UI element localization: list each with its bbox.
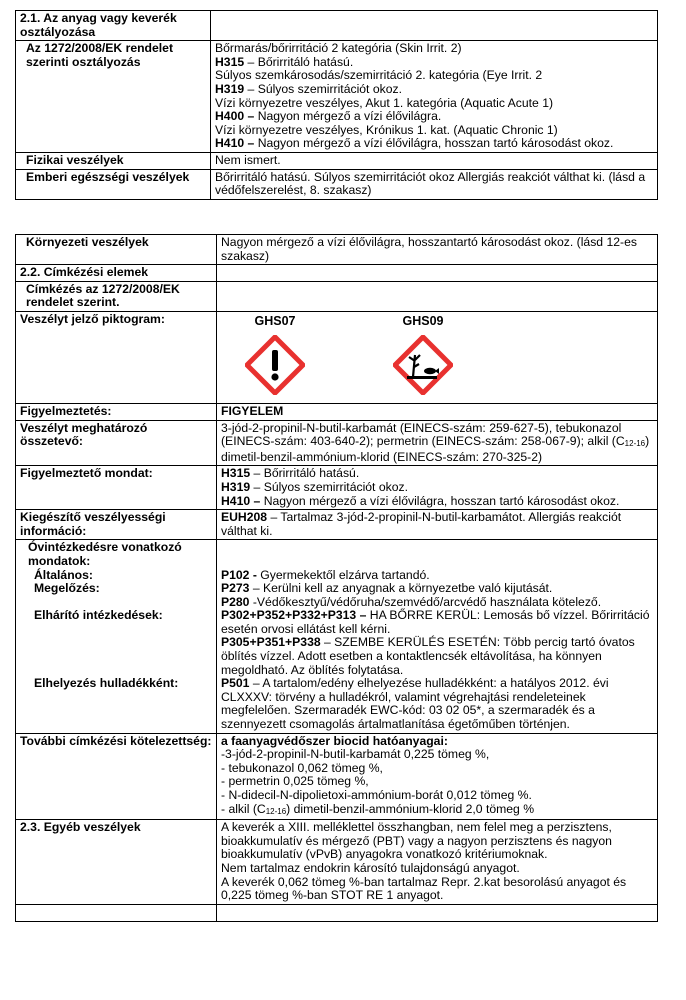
health-hazards-label: Emberi egészségi veszélyek (16, 169, 211, 199)
other-hazards-p1: A keverék a XIII. melléklettel összhangban, nem felel meg a perzisztens, bioakkumulatív és mérgező (PBT) vagy a nagyon perzisztens és nagyon bioakkumulatív (vPvB) anyagokra vonatkozó kritériumoknak. (221, 820, 612, 862)
classification-label: Az 1272/2008/EK rendelet szerinti osztályozás (16, 41, 211, 153)
table-row (16, 904, 658, 921)
precautionary-values (217, 540, 658, 733)
class-line: H319 – Súlyos szemirritációt okoz. (215, 81, 402, 96)
class-line: Vízi környezetre veszélyes, Krónikus 1. kat. (Aquatic Chronic 1) (215, 122, 558, 137)
table-row (16, 466, 658, 510)
biocide-line: - alkil (C12-16) dimetil-benzil-ammónium-klorid 2,0 tömeg % (221, 801, 535, 816)
precautionary-labels (16, 540, 217, 733)
signal-word-value: FIGYELEM (217, 403, 658, 420)
p501-line: P501 – A tartalom/edény elhelyezése hulladékként: a hatályos 2012. évi CLXXXV: törvény a hulladékról, valamint végrehajtási rendeleteinek megfelelően. Szermaradék EWC-kód: 03 02 05*, a szermaradék és a szennyezett csomagolás ártalmatlanítása égetőműben történjen. (221, 676, 609, 732)
health-hazards-value: Bőrirritáló hatású. Súlyos szemirritációt okoz Allergiás reakciót válthat ki. (lásd a védőfelszerelést, 8. szakasz) (211, 169, 658, 199)
hazard-line: H315 – Bőrirritáló hatású. (221, 466, 360, 481)
empty-cell (211, 11, 658, 41)
hazardous-ingredient-label: Veszélyt meghatározó összetevő: (16, 420, 217, 466)
pictogram-cell (217, 311, 658, 403)
table-row (16, 820, 658, 905)
classification-value (211, 41, 658, 153)
hazard-line: H410 – Nagyon mérgező a vízi élővilágra, hosszan tartó károsodást okoz. (221, 493, 620, 508)
exclamation-mark-icon (245, 335, 305, 395)
class-line: Súlyos szemkárosodás/szemirritáció 2. kategória (Eye Irrit. 2 (215, 68, 543, 83)
p305-line: P305+P351+P338 – SZEMBE KERÜLÉS ESETÉN: Több percig tartó óvatos öblítés vízzel. Adott esetben a kontaktlencsék eltávolítása, ha könnyen megoldható. Az öblítés folytatása. (221, 635, 635, 677)
table-row (16, 281, 658, 311)
table-row (16, 733, 658, 820)
environmental-hazards-value: Nagyon mérgező a vízi élővilágra, hosszantartó károsodást okoz. (lásd 12-es szakasz) (217, 235, 658, 265)
table-row (16, 169, 658, 199)
empty-cell (217, 281, 658, 311)
physical-hazards-value: Nem ismert. (211, 152, 658, 169)
hazard-statement-label: Figyelmeztető mondat: (16, 466, 217, 510)
environment-icon (393, 335, 453, 395)
other-hazards-label: 2.3. Egyéb veszélyek (16, 820, 217, 905)
precautionary-label: Óvintézkedésre vonatkozó mondatok: (28, 540, 182, 568)
class-line: H410 – Nagyon mérgező a vízi élővilágra, hosszan tartó károsodást okoz. (215, 136, 614, 151)
pictogram-label: Veszélyt jelző piktogram: (16, 311, 217, 403)
class-line: H400 – Nagyon mérgező a vízi élővilágra. (215, 109, 442, 124)
biocide-line: -3-jód-2-propinil-N-butil-karbamát 0,225 tömeg %, (221, 747, 490, 762)
biocide-line: - tebukonazol 0,062 tömeg %, (221, 760, 383, 775)
empty-cell (217, 265, 658, 282)
table-row (16, 235, 658, 265)
hazardous-ingredient-value: 3-jód-2-propinil-N-butil-karbamát (EINECS-szám: 259-627-5), tebukonazol (EINECS-szám: 403-640-2); permetrin (EINECS-szám: 258-067-9); alkil (C12-16) dimetil-benzil-ammónium-klorid (EINECS-szám: 270-325-2) (217, 420, 658, 466)
table-row (16, 311, 658, 403)
ghs07-code: GHS07 (254, 313, 296, 328)
p102-line: P102 - Gyermekektől elzárva tartandó. (221, 567, 430, 582)
table-row (16, 403, 658, 420)
table-row (16, 420, 658, 466)
table-row (16, 510, 658, 540)
other-hazards-p3: A keverék 0,062 tömeg %-ban tartalmaz Repr. 2.kat besorolású anyagot és 0,225 tömeg %-ban STOT RE 1 anyagot. (221, 874, 627, 903)
table-row (16, 11, 658, 41)
biocide-line: - permetrin 0,025 tömeg %, (221, 774, 369, 789)
prevention-label: Megelőzés: (34, 581, 100, 596)
other-hazards-value (217, 820, 658, 905)
empty-cell (16, 904, 217, 921)
p280-line: P280 -Védőkesztyű/védőruha/szemvédő/arcvédő használata kötelező. (221, 594, 602, 609)
other-hazards-p2: Nem tartalmaz endokrin károsító tulajdonságú anyagot. (221, 860, 520, 875)
class-line: Vízi környezetre veszélyes, Akut 1. kategória (Aquatic Acute 1) (215, 95, 554, 110)
ghs07-pictogram (239, 315, 311, 395)
table-section-2-1 (15, 10, 658, 200)
ghs09-pictogram (387, 315, 459, 395)
hazard-line: H319 – Súlyos szemirritációt okoz. (221, 479, 408, 494)
disposal-label: Elhelyezés hulladékként: (34, 676, 179, 691)
response-label: Elhárító intézkedések: (34, 608, 163, 623)
hazard-statement-value (217, 466, 658, 510)
p273-line: P273 – Kerülni kell az anyagnak a környezetbe való kijutását. (221, 581, 553, 596)
table-row (16, 265, 658, 282)
supplementary-info-label: Kiegészítő veszélyességi információ: (16, 510, 217, 540)
table-labelling (15, 234, 658, 922)
table-row (16, 540, 658, 733)
table-row (16, 41, 658, 153)
empty-cell (217, 904, 658, 921)
section-2-2-heading: 2.2. Címkézési elemek (16, 265, 217, 282)
supplementary-info-value: EUH208 – Tartalmaz 3-jód-2-propinil-N-butil-karbamátot. Allergiás reakciót válthat ki. (217, 510, 658, 540)
physical-hazards-label: Fizikai veszélyek (16, 152, 211, 169)
class-line: H315 – Bőrirritáló hatású. (215, 54, 354, 69)
table-row (16, 152, 658, 169)
general-label: Általános: (34, 567, 93, 582)
further-labelling-value (217, 733, 658, 820)
environmental-hazards-label: Környezeti veszélyek (16, 235, 217, 265)
further-labelling-label: További címkézési kötelezettség: (16, 733, 217, 820)
class-line: Bőrmarás/bőrirritáció 2 kategória (Skin Irrit. 2) (215, 41, 462, 56)
section-2-1-heading: 2.1. Az anyag vagy keverék osztályozása (16, 11, 211, 41)
biocide-heading: a faanyagvédőszer biocid hatóanyagai: (221, 733, 448, 748)
ghs09-code: GHS09 (402, 313, 444, 328)
labelling-regulation-label: Címkézés az 1272/2008/EK rendelet szerint. (16, 281, 217, 311)
p302-line: P302+P352+P332+P313 – HA BŐRRE KERÜL: Lemosás bő vízzel. Bőrirritáció esetén orvosi ellátást kell kérni. (221, 608, 650, 636)
signal-word-label: Figyelmeztetés: (16, 403, 217, 420)
biocide-line: - N-didecil-N-dipolietoxi-ammónium-borát 0,012 tömeg %. (221, 788, 532, 802)
